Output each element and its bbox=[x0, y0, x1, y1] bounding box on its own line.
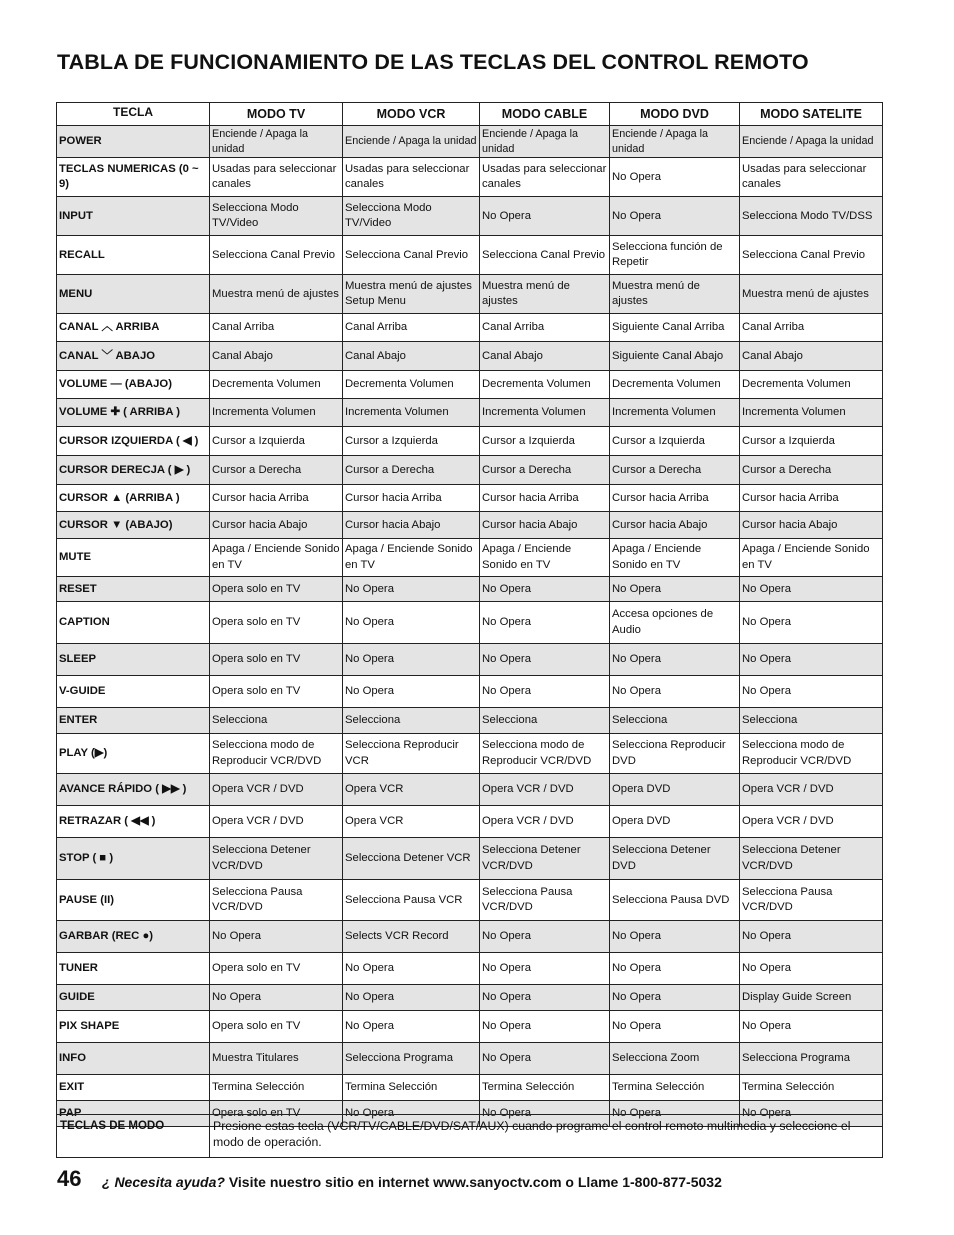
mode-cell: Decrementa Volumen bbox=[480, 371, 610, 399]
key-cell: SLEEP bbox=[57, 644, 210, 676]
table-row bbox=[57, 126, 883, 158]
mode-keys-row bbox=[56, 1114, 883, 1158]
mode-cell: Incrementa Volumen bbox=[343, 399, 480, 427]
mode-cell: Opera VCR bbox=[343, 774, 480, 806]
mode-cell: No Opera bbox=[480, 644, 610, 676]
key-cell: CANAL ﹀ ABAJO bbox=[57, 342, 210, 371]
mode-cell: Opera solo en TV bbox=[210, 644, 343, 676]
mode-cell: Enciende / Apaga la unidad bbox=[343, 126, 480, 158]
page-title: TABLA DE FUNCIONAMIENTO DE LAS TECLAS DEL CONTROL REMOTO bbox=[57, 50, 809, 74]
table-row bbox=[57, 734, 883, 774]
mode-cell: Muestra menú de ajustes bbox=[610, 275, 740, 314]
mode-cell: Canal Arriba bbox=[480, 314, 610, 342]
mode-cell: Opera VCR / DVD bbox=[480, 806, 610, 838]
mode-cell: Enciende / Apaga la unidad bbox=[480, 126, 610, 158]
header-modo-dvd: MODO DVD bbox=[610, 103, 740, 126]
key-cell: INPUT bbox=[57, 197, 210, 236]
mode-cell: Selecciona bbox=[343, 708, 480, 734]
mode-cell: No Opera bbox=[740, 1011, 883, 1043]
mode-cell: Accesa opciones de Audio bbox=[610, 602, 740, 644]
mode-cell: Selecciona Canal Previo bbox=[480, 236, 610, 275]
header-tecla: TECLA bbox=[57, 103, 210, 126]
mode-cell: No Opera bbox=[480, 953, 610, 985]
mode-cell: Usadas para seleccionar canales bbox=[740, 158, 883, 197]
mode-cell: Selecciona Zoom bbox=[610, 1043, 740, 1075]
mode-cell: No Opera bbox=[610, 158, 740, 197]
mode-cell: Apaga / Enciende Sonido en TV bbox=[343, 539, 480, 577]
mode-cell: Selecciona Detener VCR bbox=[343, 838, 480, 880]
mode-cell: No Opera bbox=[343, 676, 480, 708]
page-number: 46 bbox=[57, 1166, 82, 1191]
key-cell: CANAL ︿ ARRIBA bbox=[57, 314, 210, 342]
mode-cell: Cursor hacia Abajo bbox=[210, 512, 343, 539]
mode-cell: Cursor hacia Arriba bbox=[210, 485, 343, 512]
mode-cell: No Opera bbox=[480, 921, 610, 953]
table-row bbox=[57, 1011, 883, 1043]
mode-cell: Apaga / Enciende Sonido en TV bbox=[210, 539, 343, 577]
key-cell: CURSOR IZQUIERDA ( ◀ ) bbox=[57, 427, 210, 456]
mode-cell: Decrementa Volumen bbox=[210, 371, 343, 399]
mode-cell: No Opera bbox=[480, 197, 610, 236]
table-row bbox=[57, 921, 883, 953]
mode-cell: Termina Selección bbox=[610, 1075, 740, 1101]
mode-cell: No Opera bbox=[740, 676, 883, 708]
mode-cell: Cursor a Izquierda bbox=[740, 427, 883, 456]
key-cell: CURSOR ▲ (ARRIBA ) bbox=[57, 485, 210, 512]
mode-cell: Opera solo en TV bbox=[210, 953, 343, 985]
mode-cell: Selecciona Modo TV/Video bbox=[210, 197, 343, 236]
header-modo-cable: MODO CABLE bbox=[480, 103, 610, 126]
key-cell: GUIDE bbox=[57, 985, 210, 1011]
table-row bbox=[57, 774, 883, 806]
mode-cell: No Opera bbox=[480, 602, 610, 644]
key-cell: PAUSE (II) bbox=[57, 880, 210, 921]
table-row bbox=[57, 342, 883, 371]
help-text: Visite nuestro sitio en internet www.sanyoctv.com o Llame 1-800-877-5032 bbox=[228, 1174, 722, 1190]
mode-cell: Cursor a Derecha bbox=[343, 456, 480, 485]
mode-cell: No Opera bbox=[740, 921, 883, 953]
mode-cell: Selecciona Pausa VCR bbox=[343, 880, 480, 921]
mode-cell: Selecciona bbox=[740, 708, 883, 734]
mode-cell: Selecciona Canal Previo bbox=[740, 236, 883, 275]
mode-cell: Canal Abajo bbox=[210, 342, 343, 371]
mode-cell: Selecciona función de Repetir bbox=[610, 236, 740, 275]
table-row bbox=[57, 806, 883, 838]
mode-cell: Incrementa Volumen bbox=[480, 399, 610, 427]
mode-cell: No Opera bbox=[210, 985, 343, 1011]
mode-cell: No Opera bbox=[210, 921, 343, 953]
table-row bbox=[57, 838, 883, 880]
table-row bbox=[57, 708, 883, 734]
mode-cell: Selecciona Pausa VCR/DVD bbox=[480, 880, 610, 921]
mode-cell: Opera VCR / DVD bbox=[480, 774, 610, 806]
mode-cell: Canal Abajo bbox=[740, 342, 883, 371]
mode-cell: Incrementa Volumen bbox=[210, 399, 343, 427]
mode-cell: Apaga / Enciende Sonido en TV bbox=[740, 539, 883, 577]
key-cell: PAP bbox=[57, 1101, 210, 1127]
mode-cell: Cursor hacia Arriba bbox=[480, 485, 610, 512]
mode-cell: No Opera bbox=[610, 921, 740, 953]
mode-cell: Canal Arriba bbox=[740, 314, 883, 342]
mode-cell: Cursor a Izquierda bbox=[343, 427, 480, 456]
table-row bbox=[57, 427, 883, 456]
mode-cell: Muestra menú de ajustes bbox=[210, 275, 343, 314]
mode-cell: Cursor a Derecha bbox=[740, 456, 883, 485]
key-cell: GARBAR (REC ●) bbox=[57, 921, 210, 953]
mode-cell: Opera VCR / DVD bbox=[740, 806, 883, 838]
key-cell: POWER bbox=[57, 126, 210, 158]
mode-cell: Decrementa Volumen bbox=[740, 371, 883, 399]
mode-cell: Opera VCR / DVD bbox=[210, 806, 343, 838]
key-cell: VOLUME — (ABAJO) bbox=[57, 371, 210, 399]
mode-cell: Opera solo en TV bbox=[210, 577, 343, 602]
key-cell: CURSOR ▼ (ABAJO) bbox=[57, 512, 210, 539]
mode-cell: Cursor hacia Arriba bbox=[740, 485, 883, 512]
mode-cell: Enciende / Apaga la unidad bbox=[610, 126, 740, 158]
table-row bbox=[57, 512, 883, 539]
mode-cell: Muestra menú de ajustes Setup Menu bbox=[343, 275, 480, 314]
table-body bbox=[57, 126, 883, 1127]
key-cell: CURSOR DERECJA ( ▶ ) bbox=[57, 456, 210, 485]
key-cell: CAPTION bbox=[57, 602, 210, 644]
mode-cell: Enciende / Apaga la unidad bbox=[740, 126, 883, 158]
mode-cell: Cursor hacia Abajo bbox=[480, 512, 610, 539]
mode-cell: Usadas para seleccionar canales bbox=[480, 158, 610, 197]
mode-keys-description: Presione estas tecla (VCR/TV/CABLE/DVD/SAT/AUX) cuando programe el control remoto multimedia y seleccione el modo de operación. bbox=[210, 1115, 883, 1158]
mode-cell: Selecciona Detener VCR/DVD bbox=[740, 838, 883, 880]
mode-cell: Selecciona modo de Reproducir VCR/DVD bbox=[480, 734, 610, 774]
mode-cell: No Opera bbox=[343, 985, 480, 1011]
mode-cell: No Opera bbox=[480, 676, 610, 708]
mode-cell: No Opera bbox=[610, 985, 740, 1011]
mode-cell: Opera VCR bbox=[343, 806, 480, 838]
mode-cell: Selecciona Modo TV/Video bbox=[343, 197, 480, 236]
mode-cell: No Opera bbox=[740, 602, 883, 644]
mode-cell: Canal Abajo bbox=[480, 342, 610, 371]
mode-cell: Selecciona Canal Previo bbox=[210, 236, 343, 275]
help-question: ¿ Necesita ayuda? bbox=[102, 1174, 225, 1190]
key-cell: INFO bbox=[57, 1043, 210, 1075]
mode-cell: Opera DVD bbox=[610, 806, 740, 838]
mode-cell: Usadas para seleccionar canales bbox=[343, 158, 480, 197]
mode-cell: No Opera bbox=[343, 953, 480, 985]
mode-cell: Selecciona Detener VCR/DVD bbox=[480, 838, 610, 880]
key-cell: PIX SHAPE bbox=[57, 1011, 210, 1043]
mode-cell: Selecciona Detener DVD bbox=[610, 838, 740, 880]
table-row bbox=[57, 1075, 883, 1101]
key-cell: RESET bbox=[57, 577, 210, 602]
mode-cell: Cursor a Derecha bbox=[610, 456, 740, 485]
mode-cell: Muestra Titulares bbox=[210, 1043, 343, 1075]
mode-cell: No Opera bbox=[740, 953, 883, 985]
mode-cell: Termina Selección bbox=[343, 1075, 480, 1101]
mode-cell: Selecciona bbox=[480, 708, 610, 734]
key-cell: TECLAS NUMERICAS (0 ~ 9) bbox=[57, 158, 210, 197]
table-row bbox=[57, 644, 883, 676]
mode-cell: Canal Arriba bbox=[210, 314, 343, 342]
mode-cell: No Opera bbox=[740, 577, 883, 602]
table-row bbox=[57, 602, 883, 644]
table-row bbox=[57, 539, 883, 577]
mode-cell: Incrementa Volumen bbox=[740, 399, 883, 427]
mode-cell: Selecciona Pausa VCR/DVD bbox=[740, 880, 883, 921]
mode-cell: Selecciona bbox=[610, 708, 740, 734]
key-cell: MENU bbox=[57, 275, 210, 314]
table-row bbox=[57, 880, 883, 921]
mode-cell: Cursor hacia Abajo bbox=[610, 512, 740, 539]
header-modo-satelite: MODO SATELITE bbox=[740, 103, 883, 126]
help-line bbox=[102, 1174, 722, 1190]
mode-cell: Selecciona Pausa VCR/DVD bbox=[210, 880, 343, 921]
mode-cell: Canal Arriba bbox=[343, 314, 480, 342]
mode-cell: Decrementa Volumen bbox=[610, 371, 740, 399]
table-row bbox=[57, 577, 883, 602]
mode-cell: Termina Selección bbox=[210, 1075, 343, 1101]
mode-cell: Opera VCR / DVD bbox=[210, 774, 343, 806]
mode-cell: Siguiente Canal Arriba bbox=[610, 314, 740, 342]
mode-cell: Selects VCR Record bbox=[343, 921, 480, 953]
mode-cell: No Opera bbox=[610, 1011, 740, 1043]
key-cell: MUTE bbox=[57, 539, 210, 577]
mode-cell: Cursor hacia Abajo bbox=[740, 512, 883, 539]
mode-cell: Cursor hacia Abajo bbox=[343, 512, 480, 539]
mode-cell: Cursor hacia Arriba bbox=[343, 485, 480, 512]
mode-cell: Opera solo en TV bbox=[210, 676, 343, 708]
mode-cell: Selecciona Programa bbox=[343, 1043, 480, 1075]
table-row bbox=[57, 197, 883, 236]
table-row bbox=[57, 275, 883, 314]
mode-cell: Selecciona Modo TV/DSS bbox=[740, 197, 883, 236]
key-cell: RETRAZAR ( ◀◀ ) bbox=[57, 806, 210, 838]
mode-cell: No Opera bbox=[343, 577, 480, 602]
mode-cell: Canal Abajo bbox=[343, 342, 480, 371]
mode-cell: No Opera bbox=[610, 577, 740, 602]
mode-cell: No Opera bbox=[610, 953, 740, 985]
mode-cell: Termina Selección bbox=[740, 1075, 883, 1101]
mode-cell: Selecciona Canal Previo bbox=[343, 236, 480, 275]
mode-cell: Apaga / Enciende Sonido en TV bbox=[610, 539, 740, 577]
mode-keys-label: TECLAS DE MODO bbox=[57, 1115, 210, 1158]
mode-cell: No Opera bbox=[740, 1101, 883, 1127]
table-row bbox=[57, 314, 883, 342]
mode-cell: Selecciona Programa bbox=[740, 1043, 883, 1075]
header-modo-vcr: MODO VCR bbox=[343, 103, 480, 126]
mode-cell: Cursor a Derecha bbox=[210, 456, 343, 485]
key-cell: VOLUME ✚ ( ARRIBA ) bbox=[57, 399, 210, 427]
mode-cell: Siguiente Canal Abajo bbox=[610, 342, 740, 371]
mode-cell: No Opera bbox=[343, 602, 480, 644]
mode-cell: Selecciona bbox=[210, 708, 343, 734]
mode-cell: Opera solo en TV bbox=[210, 1011, 343, 1043]
key-cell: ENTER bbox=[57, 708, 210, 734]
mode-cell: No Opera bbox=[740, 644, 883, 676]
mode-cell: Selecciona modo de Reproducir VCR/DVD bbox=[210, 734, 343, 774]
key-cell: RECALL bbox=[57, 236, 210, 275]
mode-cell: No Opera bbox=[343, 1101, 480, 1127]
key-cell: EXIT bbox=[57, 1075, 210, 1101]
mode-cell: Cursor a Izquierda bbox=[480, 427, 610, 456]
table-row bbox=[57, 485, 883, 512]
mode-cell: Decrementa Volumen bbox=[343, 371, 480, 399]
mode-cell: No Opera bbox=[480, 1101, 610, 1127]
mode-cell: Enciende / Apaga la unidad bbox=[210, 126, 343, 158]
mode-cell: Cursor hacia Arriba bbox=[610, 485, 740, 512]
mode-cell: Selecciona modo de Reproducir VCR/DVD bbox=[740, 734, 883, 774]
mode-cell: Termina Selección bbox=[480, 1075, 610, 1101]
mode-cell: No Opera bbox=[610, 676, 740, 708]
mode-cell: No Opera bbox=[343, 1011, 480, 1043]
table-row bbox=[57, 158, 883, 197]
mode-cell: Selecciona Reproducir DVD bbox=[610, 734, 740, 774]
mode-cell: No Opera bbox=[610, 1101, 740, 1127]
table-header-row bbox=[57, 103, 883, 126]
table-row bbox=[57, 953, 883, 985]
header-modo-tv: MODO TV bbox=[210, 103, 343, 126]
key-cell: STOP ( ■ ) bbox=[57, 838, 210, 880]
mode-cell: Muestra menú de ajustes bbox=[480, 275, 610, 314]
remote-keys-table bbox=[56, 102, 883, 1127]
mode-cell: Cursor a Derecha bbox=[480, 456, 610, 485]
mode-cell: No Opera bbox=[480, 1011, 610, 1043]
mode-cell: No Opera bbox=[610, 197, 740, 236]
mode-cell: No Opera bbox=[610, 644, 740, 676]
mode-cell: Opera VCR / DVD bbox=[740, 774, 883, 806]
mode-cell: Incrementa Volumen bbox=[610, 399, 740, 427]
mode-cell: Selecciona Detener VCR/DVD bbox=[210, 838, 343, 880]
mode-cell: No Opera bbox=[480, 577, 610, 602]
mode-cell: Opera solo en TV bbox=[210, 1101, 343, 1127]
table-row bbox=[57, 236, 883, 275]
mode-cell: No Opera bbox=[343, 644, 480, 676]
mode-cell: No Opera bbox=[480, 985, 610, 1011]
table-row bbox=[57, 456, 883, 485]
mode-cell: Usadas para seleccionar canales bbox=[210, 158, 343, 197]
table-row bbox=[57, 1043, 883, 1075]
mode-cell: Opera solo en TV bbox=[210, 602, 343, 644]
mode-cell: Selecciona Reproducir VCR bbox=[343, 734, 480, 774]
table-row bbox=[57, 985, 883, 1011]
mode-cell: Cursor a Izquierda bbox=[610, 427, 740, 456]
mode-cell: Cursor a Izquierda bbox=[210, 427, 343, 456]
table-row bbox=[57, 371, 883, 399]
key-cell: TUNER bbox=[57, 953, 210, 985]
mode-cell: No Opera bbox=[480, 1043, 610, 1075]
mode-cell: Selecciona Pausa DVD bbox=[610, 880, 740, 921]
mode-cell: Apaga / Enciende Sonido en TV bbox=[480, 539, 610, 577]
key-cell: AVANCE RÁPIDO ( ▶▶ ) bbox=[57, 774, 210, 806]
mode-cell: Muestra menú de ajustes bbox=[740, 275, 883, 314]
table-row bbox=[57, 399, 883, 427]
key-cell: PLAY (▶) bbox=[57, 734, 210, 774]
key-cell: V-GUIDE bbox=[57, 676, 210, 708]
table-row bbox=[57, 676, 883, 708]
mode-cell: Display Guide Screen bbox=[740, 985, 883, 1011]
mode-cell: Opera DVD bbox=[610, 774, 740, 806]
